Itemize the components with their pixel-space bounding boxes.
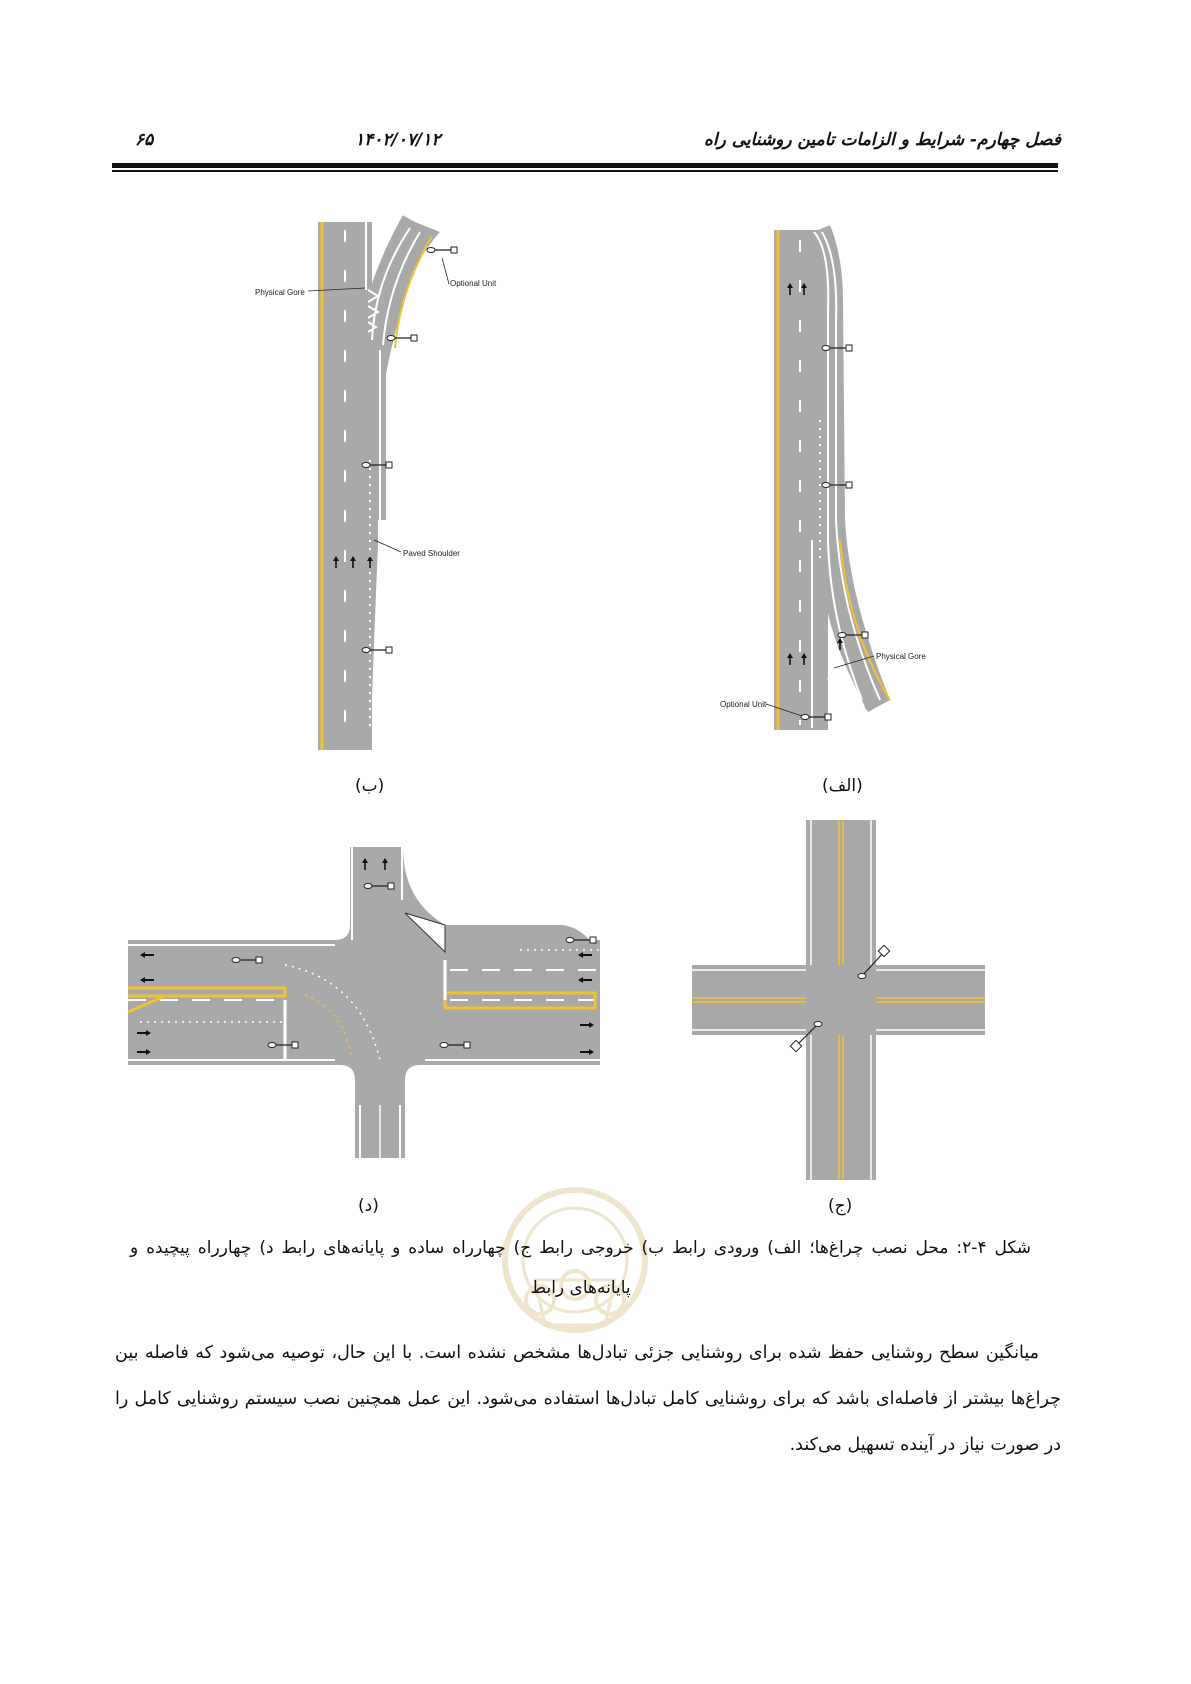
figure-be-drawing <box>255 222 497 750</box>
page-header-date: ۱۴۰۲/۰۷/۱۲ <box>355 130 441 150</box>
body-paragraph-text: میانگین سطح روشنایی حفظ شده برای روشنایی جزئی تبادل‌ها مشخص نشده است. با این حال، توصیه می‌شود که فاصله بین چراغ‌ها بیشتر از فاصله‌ای باشد که برای روشنایی کامل تبادل‌ها استفاده می‌شود. این عمل همچنین نصب سیستم روشنایی کامل را در صورت نیاز در آینده تسهیل می‌کند. <box>115 1343 1061 1455</box>
body-paragraph <box>115 1330 1061 1468</box>
alef-physical-gore-label: Physical Gore <box>876 652 926 661</box>
be-paved-shoulder-label: Paved Shoulder <box>403 549 460 558</box>
figure-label-be: (ب) <box>355 776 385 796</box>
be-optional-unit-label: Optional Unit <box>450 279 497 288</box>
page-header-title: فصل چهارم- شرایط و الزامات تامین روشنایی راه <box>703 130 1061 150</box>
figure-label-jim: (ج) <box>828 1196 853 1216</box>
figure-jim-drawing <box>692 820 985 1180</box>
page-number: ۶۵ <box>135 130 154 150</box>
be-physical-gore-label: Physical Gore <box>255 288 305 297</box>
figure-dal-drawing <box>128 847 600 1158</box>
figure-caption: شکل ۴-۲: محل نصب چراغ‌ها؛ الف) ورودی رابط ب) خروجی رابط ج) چهارراه ساده و پایانه‌های رابط د) چهارراه پیچیده و پایانه‌های رابط <box>130 1238 1031 1298</box>
alef-optional-unit-label: Optional Unit <box>720 700 767 709</box>
figure-label-alef: (الف) <box>822 776 863 796</box>
figure-alef-drawing <box>720 230 926 730</box>
figure-label-dal: (د) <box>358 1196 379 1216</box>
